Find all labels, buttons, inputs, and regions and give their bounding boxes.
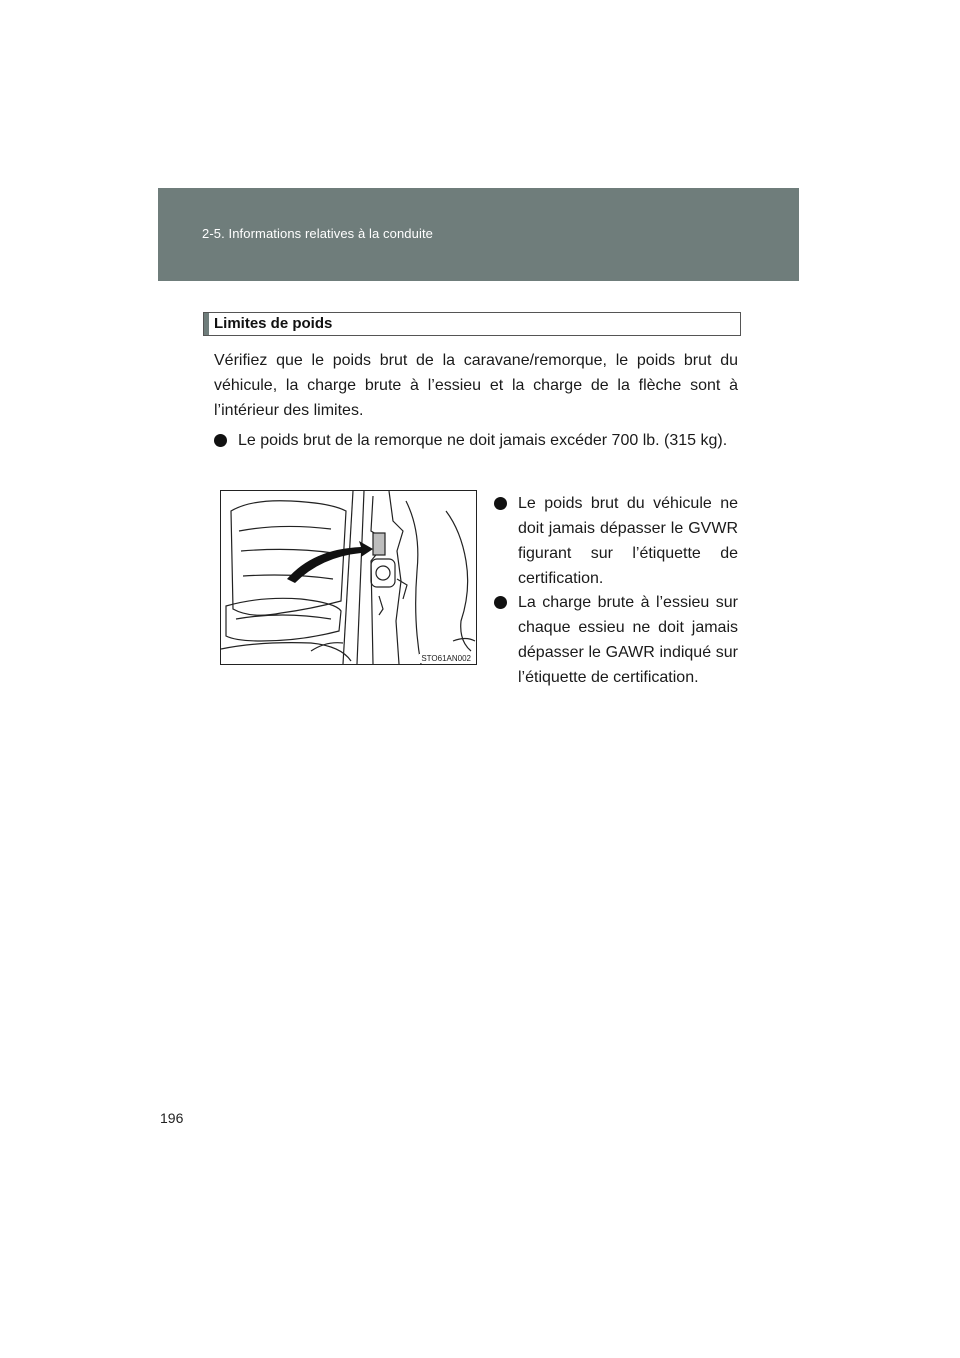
bullet-dot-icon	[214, 434, 227, 447]
page-number: 196	[160, 1110, 184, 1126]
bullet-item	[494, 590, 738, 686]
bullet-text: Le poids brut de la remorque ne doit jamais excéder 700 lb. (315 kg).	[238, 432, 728, 449]
bullet-dot-icon	[494, 596, 507, 609]
intro-paragraph: Vérifiez que le poids brut de la caravane/remorque, le poids brut du véhicule, la charge brute à l’essieu et la charge de la flèche sont à l’intérieur des limites.	[214, 352, 738, 419]
bullet-text: Le poids brut du véhicule ne doit jamais dépasser le GVWR figurant sur l’étiquette de certification.	[518, 495, 738, 587]
section-title: Limites de poids	[214, 315, 333, 332]
figure-code: STO61AN002	[421, 654, 471, 663]
bullet-item	[214, 428, 738, 480]
breadcrumb: 2-5. Informations relatives à la conduite	[202, 226, 433, 241]
bullet-item	[494, 491, 738, 587]
certification-label-location-drawing	[221, 491, 476, 664]
bullet-text: La charge brute à l’essieu sur chaque essieu ne doit jamais dépasser le GAWR indiqué sur l’étiquette de certification.	[518, 594, 738, 686]
door-pillar-illustration	[220, 490, 477, 665]
bullet-dot-icon	[494, 497, 507, 510]
section-heading-marker	[204, 313, 209, 335]
section-heading	[203, 312, 741, 336]
chapter-header	[158, 188, 799, 281]
